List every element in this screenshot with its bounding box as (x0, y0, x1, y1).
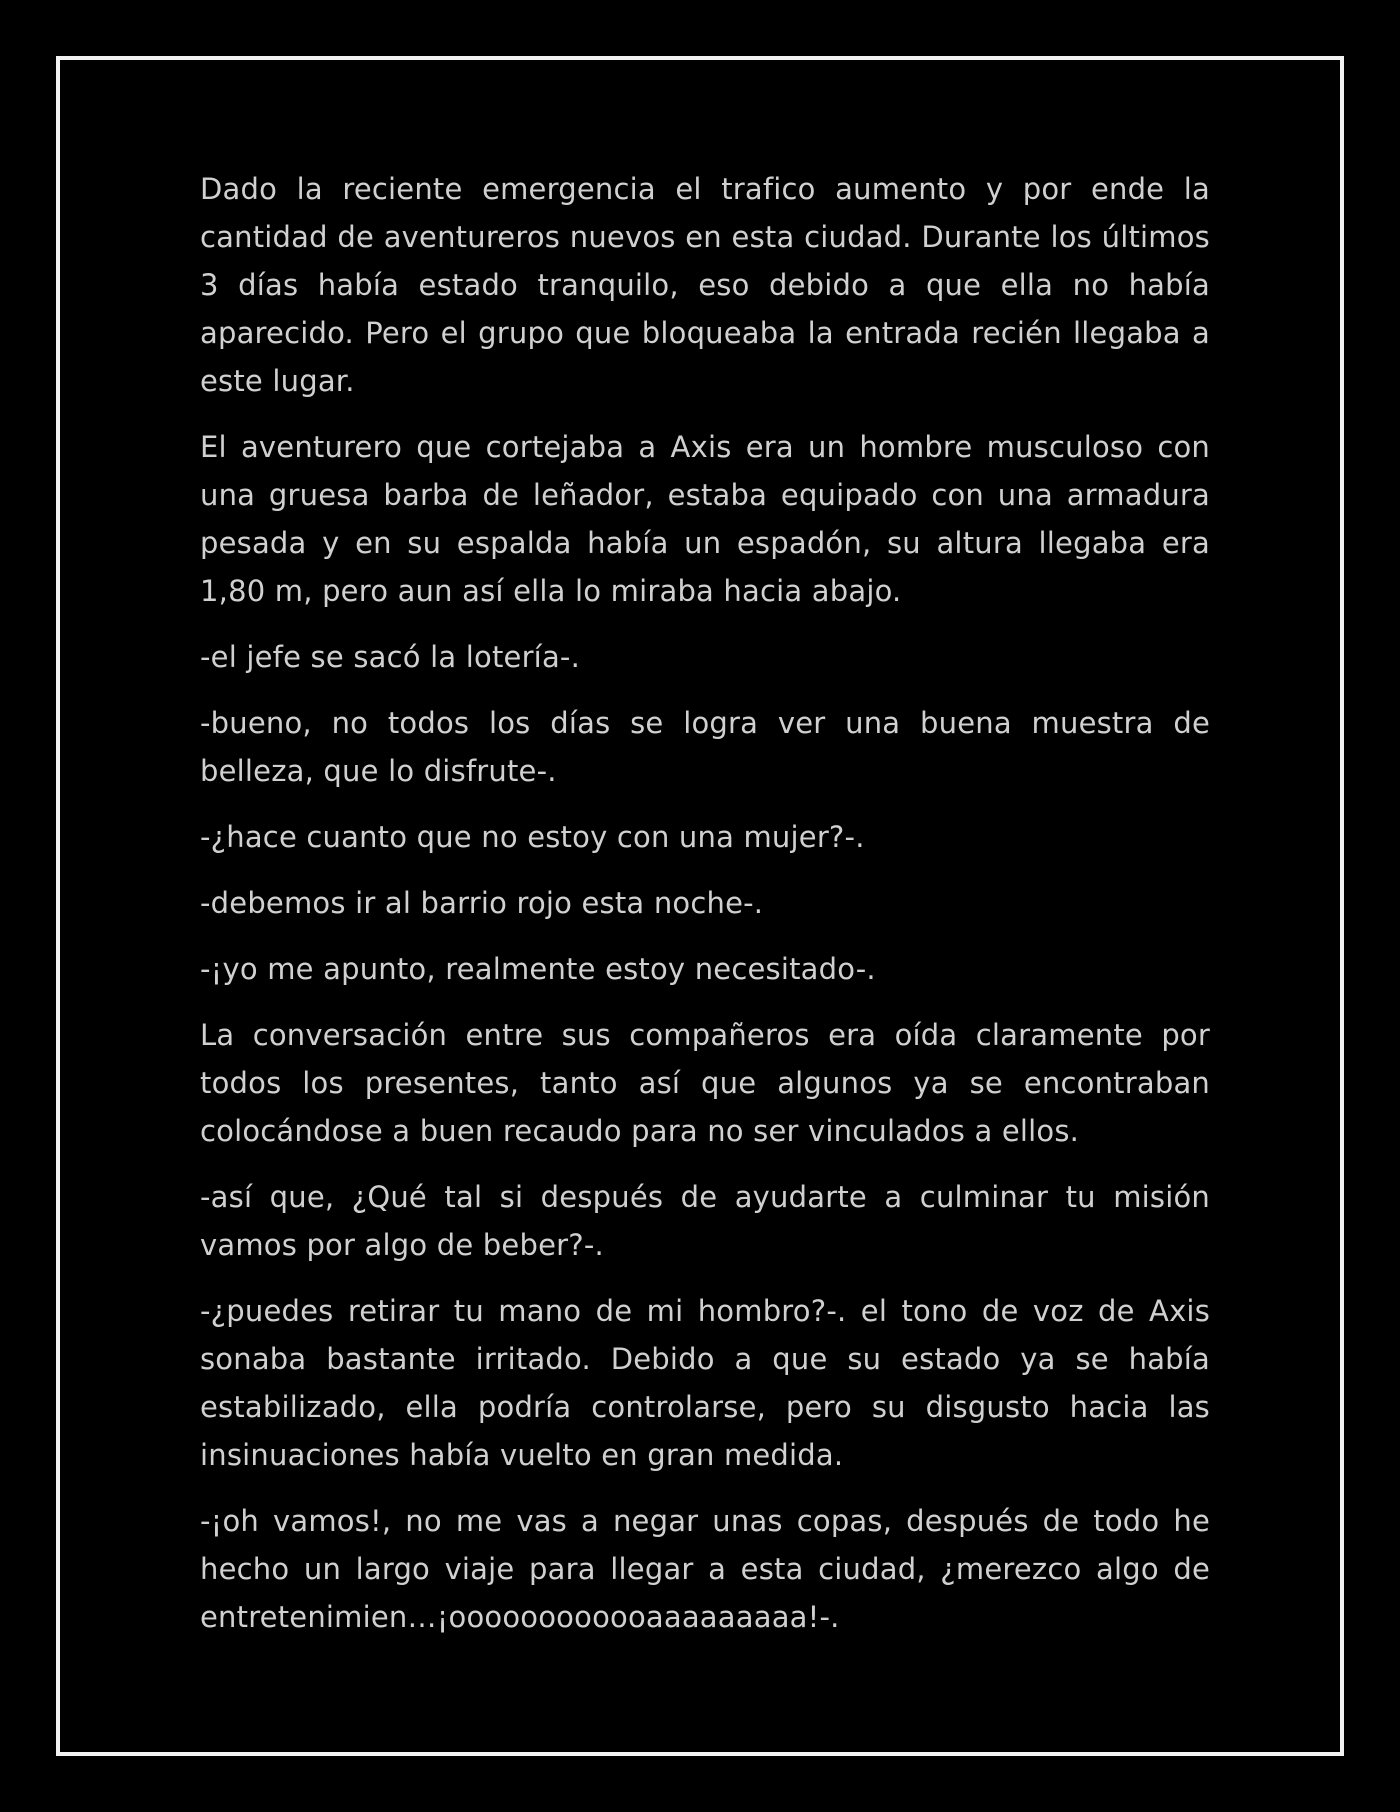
paragraph-8: La conversación entre sus compañeros era oída claramente por todos los presentes, tanto así que algunos ya se encontraban colocándose a buen recaudo para no ser vinculados a ellos. (200, 1018, 1210, 1148)
paragraph-1: Dado la reciente emergencia el trafico aumento y por ende la cantidad de aventureros nuevos en esta ciudad. Durante los últimos 3 días había estado tranquilo, eso debido a que ella no había aparecido. Pero el grupo que bloqueaba la entrada recién llegaba a este lugar. (200, 172, 1210, 398)
paragraph-4: -bueno, no todos los días se logra ver una buena muestra de belleza, que lo disfrute-. (200, 706, 1210, 788)
paragraph-3: -el jefe se sacó la lotería-. (200, 640, 580, 674)
paragraph-7: -¡yo me apunto, realmente estoy necesitado-. (200, 952, 876, 986)
paragraph-2: El aventurero que cortejaba a Axis era un hombre musculoso con una gruesa barba de leñador, estaba equipado con una armadura pesada y en su espalda había un espadón, su altura llegaba era 1,80 m, pero aun así ella lo miraba hacia abajo. (200, 430, 1210, 608)
paragraph-11: -¡oh vamos!, no me vas a negar unas copas, después de todo he hecho un largo viaje para llegar a esta ciudad, ¿merezco algo de entretenimien…¡oooooooooooaaaaaaaaa!-. (200, 1504, 1210, 1634)
text-body (200, 165, 1210, 1659)
paragraph-6: -debemos ir al barrio rojo esta noche-. (200, 886, 764, 920)
page-frame (56, 56, 1344, 1756)
paragraph-9: -así que, ¿Qué tal si después de ayudarte a culminar tu misión vamos por algo de beber?-. (200, 1180, 1210, 1262)
paragraph-5: -¿hace cuanto que no estoy con una mujer?-. (200, 820, 865, 854)
paragraph-10: -¿puedes retirar tu mano de mi hombro?-. el tono de voz de Axis sonaba bastante irritado. Debido a que su estado ya se había estabilizado, ella podría controlarse, pero su disgusto hacia las insinuaciones había vuelto en gran medida. (200, 1294, 1210, 1472)
